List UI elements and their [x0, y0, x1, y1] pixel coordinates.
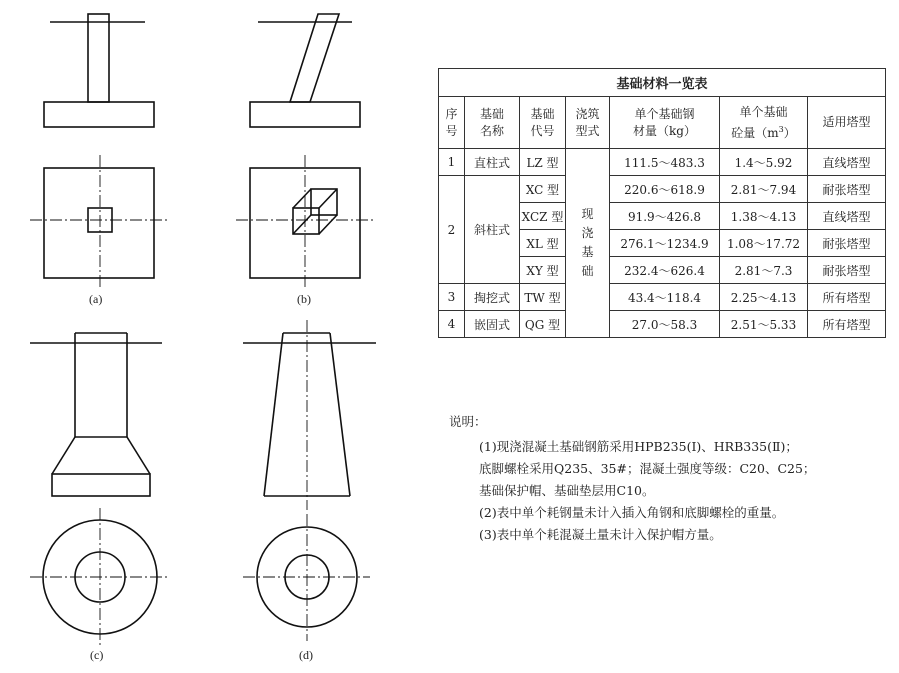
concrete-cell: 2.51～5.33 — [720, 311, 808, 338]
tower-cell: 耐张塔型 — [808, 257, 886, 284]
tower-cell: 直线塔型 — [808, 149, 886, 176]
note-line: (2)表中单个耗钢量未计入插入角钢和底脚螺栓的重量。 — [479, 505, 785, 520]
code-cell: TW 型 — [520, 284, 566, 311]
header-seq: 序 号 — [439, 97, 465, 149]
seq-cell: 4 — [439, 311, 465, 338]
table-row — [439, 149, 886, 176]
caption-a: (a) — [89, 292, 103, 306]
table-row — [439, 311, 886, 338]
code-cell: XL 型 — [520, 230, 566, 257]
drawing-b-plan — [236, 155, 374, 290]
concrete-cell: 1.38～4.13 — [720, 203, 808, 230]
note-line: (3)表中单个耗混凝土量未计入保护帽方量。 — [479, 527, 722, 542]
caption-b: (b) — [297, 292, 311, 306]
table-title: 基础材料一览表 — [439, 69, 886, 97]
caption-c: (c) — [90, 648, 104, 662]
name-cell: 斜柱式 — [465, 176, 520, 284]
code-cell: XCZ 型 — [520, 203, 566, 230]
concrete-cell: 2.81～7.94 — [720, 176, 808, 203]
steel-cell: 220.6～618.9 — [610, 176, 720, 203]
header-code: 基础 代号 — [520, 97, 566, 149]
header-steel: 单个基础钢 材量（kg） — [610, 97, 720, 149]
drawing-d-plan — [243, 514, 370, 641]
steel-cell: 111.5～483.3 — [610, 149, 720, 176]
code-cell: XY 型 — [520, 257, 566, 284]
foundation-drawings — [0, 0, 430, 673]
concrete-cell: 1.08～17.72 — [720, 230, 808, 257]
tower-cell: 所有塔型 — [808, 284, 886, 311]
drawing-b-elevation — [250, 14, 360, 127]
tower-cell: 所有塔型 — [808, 311, 886, 338]
name-cell: 掏挖式 — [465, 284, 520, 311]
code-cell: XC 型 — [520, 176, 566, 203]
notes-heading: 说明： — [449, 414, 487, 429]
drawing-a-plan — [30, 155, 168, 290]
concrete-cell: 2.25～4.13 — [720, 284, 808, 311]
tower-cell: 耐张塔型 — [808, 176, 886, 203]
note-line: 底脚螺栓采用Q235、35#；混凝土强度等级：C20、C25； — [479, 461, 816, 476]
drawing-c-elevation — [30, 333, 162, 496]
seq-cell: 2 — [439, 176, 465, 284]
seq-cell: 1 — [439, 149, 465, 176]
tower-cell: 耐张塔型 — [808, 230, 886, 257]
table-row — [439, 176, 886, 203]
header-name: 基础 名称 — [465, 97, 520, 149]
steel-cell: 91.9～426.8 — [610, 203, 720, 230]
notes — [449, 412, 889, 546]
header-concrete: 单个基础 砼量$(m^3)$ — [720, 97, 808, 149]
code-cell: LZ 型 — [520, 149, 566, 176]
name-cell: 直柱式 — [465, 149, 520, 176]
note-line: 基础保护帽、基础垫层用C10。 — [479, 483, 655, 498]
table-row — [439, 284, 886, 311]
pour-type-cell: 现 浇 基 础 — [566, 149, 610, 338]
code-cell: QG 型 — [520, 311, 566, 338]
caption-d: (d) — [299, 648, 313, 662]
header-tower-type: 适用塔型 — [808, 97, 886, 149]
name-cell: 嵌固式 — [465, 311, 520, 338]
drawing-d-elevation — [243, 320, 376, 510]
seq-cell: 3 — [439, 284, 465, 311]
material-table-container — [438, 68, 885, 338]
concrete-cell: 2.81～7.3 — [720, 257, 808, 284]
steel-cell: 276.1～1234.9 — [610, 230, 720, 257]
tower-cell: 直线塔型 — [808, 203, 886, 230]
header-pour-type: 浇筑 型式 — [566, 97, 610, 149]
note-line: (1)现浇混凝土基础钢筋采用HPB235(Ⅰ)、HRB335(Ⅱ)； — [479, 439, 798, 454]
material-table — [438, 68, 886, 338]
steel-cell: 43.4～118.4 — [610, 284, 720, 311]
drawing-c-plan — [30, 508, 170, 646]
steel-cell: 27.0～58.3 — [610, 311, 720, 338]
concrete-cell: 1.4～5.92 — [720, 149, 808, 176]
steel-cell: 232.4～626.4 — [610, 257, 720, 284]
drawing-a-elevation — [44, 14, 154, 127]
